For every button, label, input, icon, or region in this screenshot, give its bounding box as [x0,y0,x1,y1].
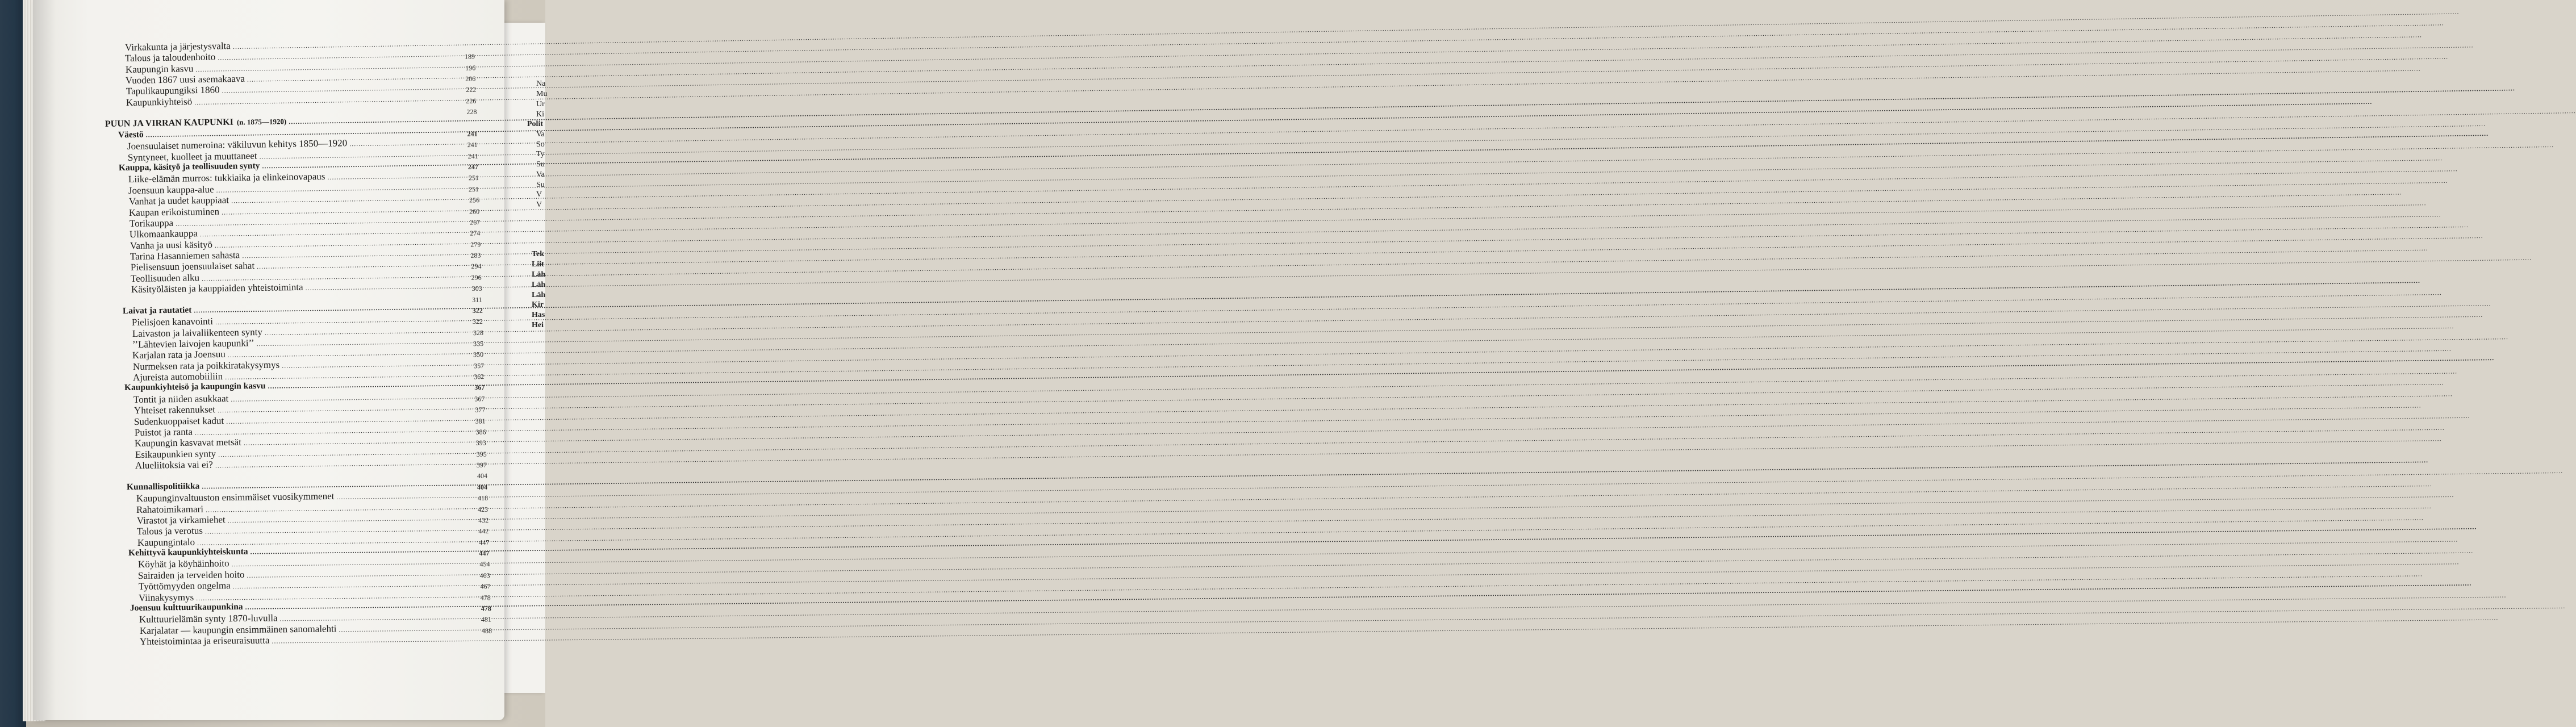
toc-entry-title: Laivat ja rautatiet [122,305,192,316]
toc-page-number: 381 [475,416,486,425]
toc-entry-title: Käsityöläisten ja kauppiaiden yhteistoiminta [131,282,303,295]
toc-page-number: 267 [469,218,480,227]
right-page-fragment: Has [532,311,545,319]
toc-entry-title: Vanha ja uusi käsityö [130,239,212,251]
toc-entry-title: Kaupunkiyhteisö ja kaupungin kasvu [124,381,266,393]
toc-page-number: 260 [469,207,480,216]
table-of-contents [0,0,548,727]
toc-page-number: 251 [469,185,479,194]
toc-entry-title: Nurmeksen rata ja poikkiratakysymys [132,359,280,372]
toc-entry-title: Väestö [118,129,144,140]
toc-part-subtitle: (n. 1875—1920) [237,116,287,127]
toc-entry-title: Virastot ja virkamiehet [136,514,226,526]
toc-page-number: 256 [469,196,479,204]
right-page-fragment: Läh [532,270,546,279]
toc-page-number: 404 [477,483,488,491]
toc-page-number: 294 [471,262,482,271]
right-page-fragment: Liit [532,260,544,269]
toc-page-number: 395 [476,450,487,458]
toc-entry-title: Joensuulaiset numeroina: väkiluvun kehitys 1850—1920 [127,137,348,152]
toc-entry-title: Joensuu kulttuurikaupunkina [130,601,243,613]
toc-entry-title: Kaupunkiyhteisö [126,96,193,108]
toc-page-number: 328 [473,328,483,337]
toc-page-number: 447 [478,538,490,546]
toc-entry-title: PUUN JA VIRRAN KAUPUNKI [105,117,234,129]
right-page-fragment: Su [536,181,545,189]
right-page-fragment: Kir [532,300,544,309]
right-page-fragment: Ki [536,110,544,119]
toc-page-number: 377 [475,406,486,414]
toc-entry-title: Sudenkuoppaiset kadut [134,415,224,427]
toc-entry-title: Kaupungin kasvavat metsät [135,437,242,449]
toc-page-number: 322 [472,317,483,326]
toc-page-number: 350 [473,350,484,359]
right-page-fragment: Läh [532,281,546,289]
toc-entry-title: Talous ja verotus [137,525,203,537]
toc-page-number: 241 [467,152,478,160]
toc-page-number: 478 [481,604,491,613]
toc-entry-title: Tarina Hasanniemen sahasta [130,249,240,262]
toc-page-number: 478 [480,593,491,601]
right-page-fragment: Läh [532,291,546,299]
toc-page-number: 467 [480,582,491,591]
toc-page-number: 454 [479,560,490,569]
right-page-fragment: Na [536,80,546,88]
toc-entry-title: Viinakysymys [138,591,194,603]
right-page-fragment: Va [536,170,545,179]
toc-page-number: 241 [467,141,478,149]
toc-page-number: 404 [477,472,487,481]
toc-page-number: 367 [474,395,485,403]
right-page-fragment: Polit [527,120,543,128]
toc-entry-title: Kaupan erikoistuminen [129,206,220,218]
toc-entry-title: Yhteiset rakennukset [133,404,216,416]
right-page-fragment: Ur [536,100,545,108]
toc-page-number: 335 [473,339,484,348]
toc-entry-title: Köyhät ja köyhäinhoito [137,558,229,570]
toc-entry-title: Pielisensuun joensuulaiset sahat [130,260,254,273]
toc-page-number: 311 [472,295,482,304]
toc-entry-title: Teollisuuden alku [130,272,200,284]
toc-entry-title: Karjalatar — kaupungin ensimmäinen sanomalehti [139,622,337,636]
toc-page-number: 279 [470,240,481,249]
toc-page-number: 386 [475,428,486,436]
toc-page-number: 189 [465,52,475,61]
right-page-fragment: Va [536,130,545,139]
toc-entry-title: Kehittyvä kaupunkiyhteiskunta [128,546,248,558]
toc-page-number: 432 [478,516,489,524]
right-page-fragment: Tek [532,250,545,258]
toc-page-number: 296 [471,273,482,282]
toc-entry-title: Alueliitoksia vai ei? [135,459,214,471]
toc-entry-title: Laivaston ja laivaliikenteen synty [132,326,262,339]
toc-entry-title: Yhteistoimintaa ja eriseuraisuutta [139,634,270,647]
right-page-fragment: V [536,200,542,209]
right-page-fragment: Su [536,160,545,169]
toc-entry-title: Kauppa, käsityö ja teollisuuden synty [119,161,260,173]
toc-entry-title: Esikaupunkien synty [135,448,216,460]
toc-entry-title: Pielisjoen kanavointi [131,316,214,328]
toc-page-number: 222 [466,86,477,94]
toc-entry-title: Tontit ja niiden asukkaat [133,392,229,405]
toc-entry-title: Torikauppa [129,217,173,229]
right-page-fragment: V [536,190,542,199]
toc-page-number: 367 [474,383,485,392]
toc-page-number: 397 [477,461,487,469]
toc-page-number: 442 [478,527,489,536]
toc-page-number: 274 [470,229,481,237]
toc-entry-title: Kunnallispolitiikka [127,481,200,492]
toc-page-number: 423 [478,505,489,513]
toc-entry-title: Kulttuurielämän synty 1870-luvulla [139,612,278,625]
toc-page-number: 251 [468,174,479,182]
toc-page-number: 283 [470,251,481,260]
toc-page-number: 447 [479,549,490,558]
toc-page-number: 206 [465,74,476,83]
toc-entry-title: Kaupunginvaltuuston ensimmäiset vuosikymmenet [136,491,335,504]
toc-entry-title: Ulkomaankauppa [130,228,198,240]
right-page-fragment: Ty [536,150,545,158]
toc-page-number: 247 [467,162,479,172]
right-page-fragment: Hei [532,321,544,329]
toc-entry-title: Virkakunta ja järjestysvalta [124,40,231,53]
toc-entry-title: Joensuun kauppa-alue [128,183,214,196]
toc-entry-title: Työttömyyden ongelma [138,580,231,592]
toc-page-number: 418 [477,494,488,503]
toc-page-number: 357 [474,361,485,370]
toc-page-number: 241 [467,129,478,138]
right-page-fragment: So [536,140,545,149]
toc-entry-title: Vuoden 1867 uusi asemakaava [126,73,245,86]
toc-entry-title: Tapulikaupungiksi 1860 [126,84,220,97]
toc-entry-title: Karjalan rata ja Joensuu [132,349,226,361]
toc-entry-title: Kaupungintalo [137,536,195,548]
toc-page-number: 303 [471,284,482,293]
toc-page-number: 226 [466,97,477,105]
toc-entry-title: Talous ja taloudenhoito [125,51,216,64]
toc-page-number: 228 [466,107,477,116]
toc-page-number: 362 [474,373,485,381]
toc-page-number: 322 [472,306,483,315]
toc-page-number: 463 [479,571,490,580]
toc-entry-title: Kaupungin kasvu [125,62,194,75]
toc-entry-title: Ajureista automobiiliin [133,371,223,383]
toc-page-number: 488 [481,626,492,635]
toc-page-number: 393 [475,438,487,447]
right-page-fragment: Mu [536,90,548,98]
toc-entry-title: Syntyneet, kuolleet ja muuttaneet [127,150,257,163]
toc-entry-title: Liike-elämän murros: tukkiaika ja elinkeinovapaus [128,171,325,185]
toc-entry-title: Sairaiden ja terveiden hoito [137,569,245,581]
toc-page-number: 481 [481,615,491,624]
toc-entry-title: Vanhat ja uudet kauppiaat [128,194,229,207]
toc-entry-title: Rahatoimikamari [136,503,204,515]
toc-entry-title: Puistot ja ranta [134,426,193,438]
toc-entry-title: ’’Lähtevien laivojen kaupunki’’ [132,337,254,350]
toc-page-number: 196 [465,64,476,72]
